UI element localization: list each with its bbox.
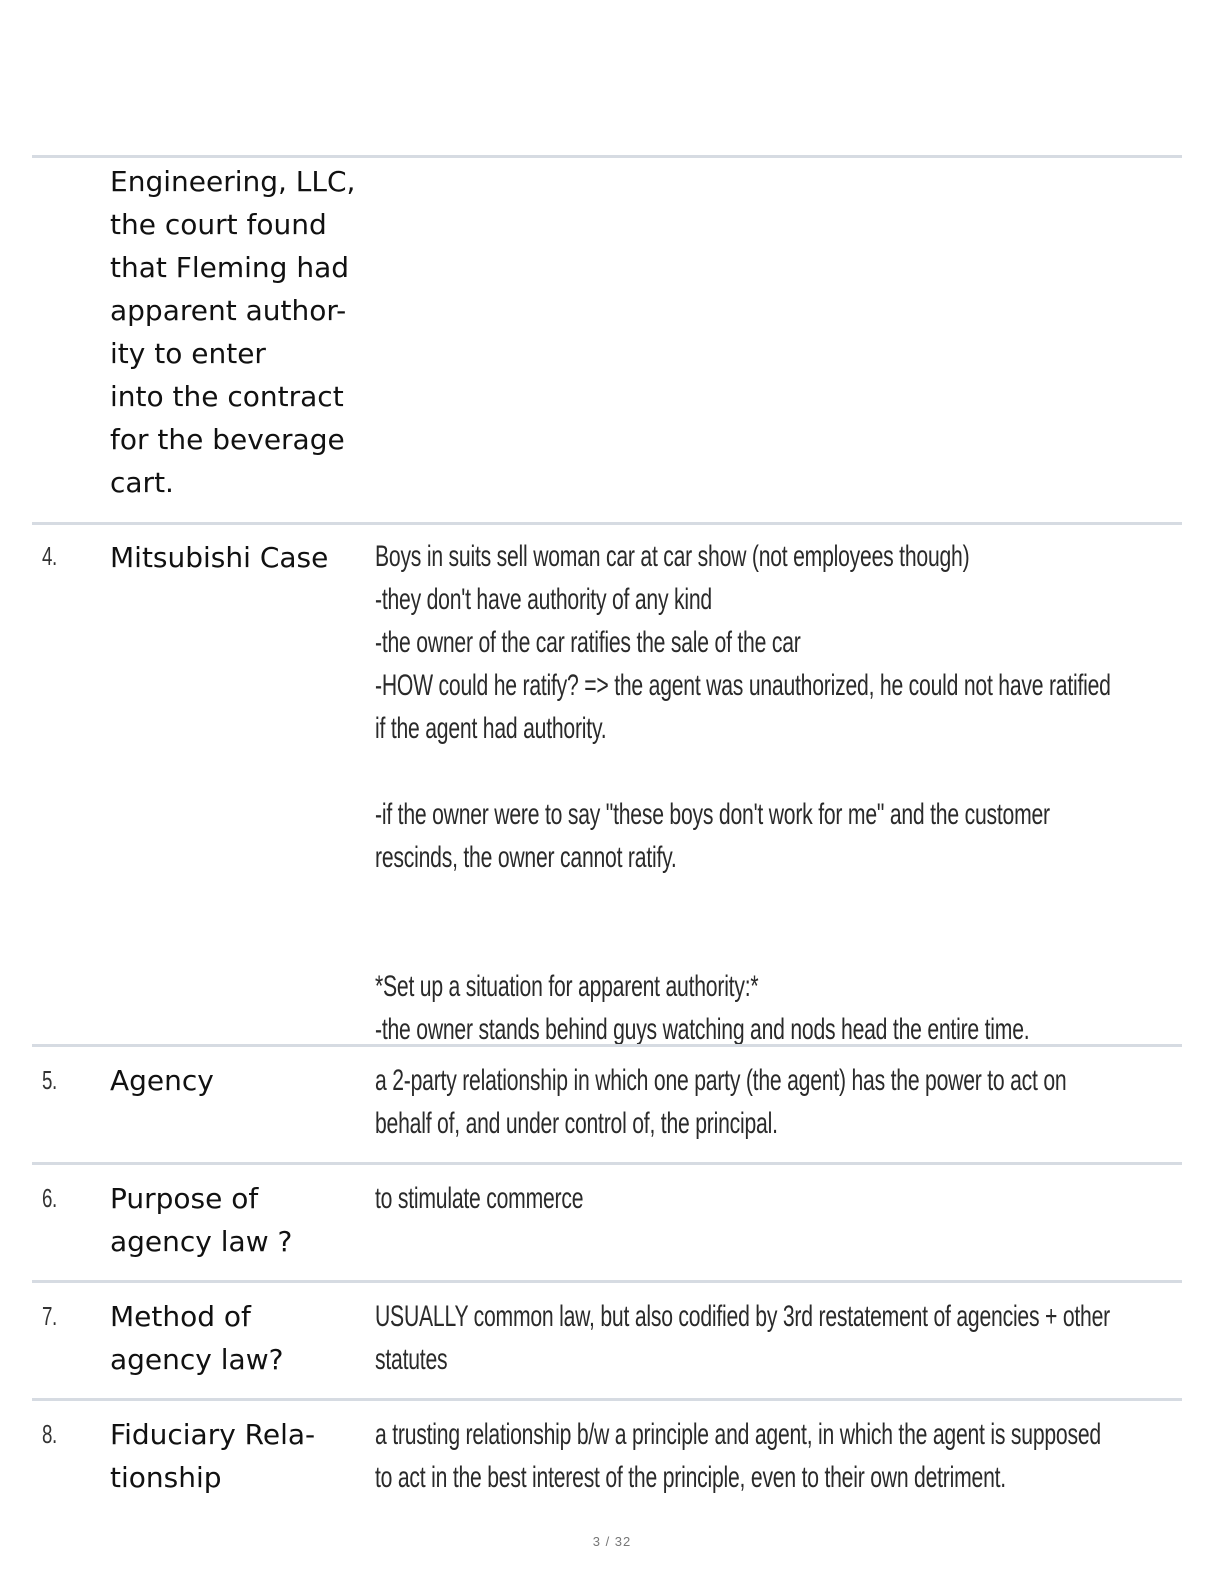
term-cell: Mitsubishi Case (110, 541, 329, 574)
definition-cell: a trusting relationship b/w a principle and agent, in which the agent is supposed to act in the best interest of the principle, even to their own detriment. (375, 1418, 1101, 1494)
term-cell: Engineering, LLC, the court found that Fleming had apparent author- ity to enter into the contract for the beverage cart. (110, 165, 356, 499)
row-number: 8. (42, 1419, 57, 1449)
term-cell: Purpose of agency law ? (110, 1182, 293, 1258)
row-number: 4. (42, 541, 57, 571)
row-number: 7. (42, 1301, 57, 1331)
table-row (32, 1162, 1182, 1280)
definition-cell: Boys in suits sell woman car at car show (not employees though) -they don't have authority of any kind -the owner of the car ratifies the sale of the car -HOW could he ratify? => the agent was unauthorized, he could not have ratified if the agent had authority. -if the owner were to say "these boys don't work for me" and the customer rescinds, the owner cannot ratify. *Set up a situation for apparent authority:* -the owner stands behind guys watching and nods head the entire time. (375, 540, 1111, 1046)
term-cell: Fiduciary Rela- tionship (110, 1418, 316, 1494)
table-row (32, 522, 1182, 1044)
term-cell: Agency (110, 1064, 214, 1097)
table-row (32, 155, 1182, 522)
page-indicator: 3 / 32 (592, 1534, 632, 1549)
definition-cell: to stimulate commerce (375, 1182, 584, 1215)
table-row (32, 1044, 1182, 1162)
flashcard-table (32, 155, 1182, 1521)
row-number: 5. (42, 1065, 57, 1095)
row-number: 6. (42, 1183, 57, 1213)
definition-cell: a 2-party relationship in which one party (the agent) has the power to act on behalf of, and under control of, the principal. (375, 1064, 1067, 1140)
term-cell: Method of agency law? (110, 1300, 284, 1376)
table-row (32, 1398, 1182, 1521)
definition-cell: USUALLY common law, but also codified by 3rd restatement of agencies + other statutes (375, 1300, 1110, 1376)
table-row (32, 1280, 1182, 1398)
